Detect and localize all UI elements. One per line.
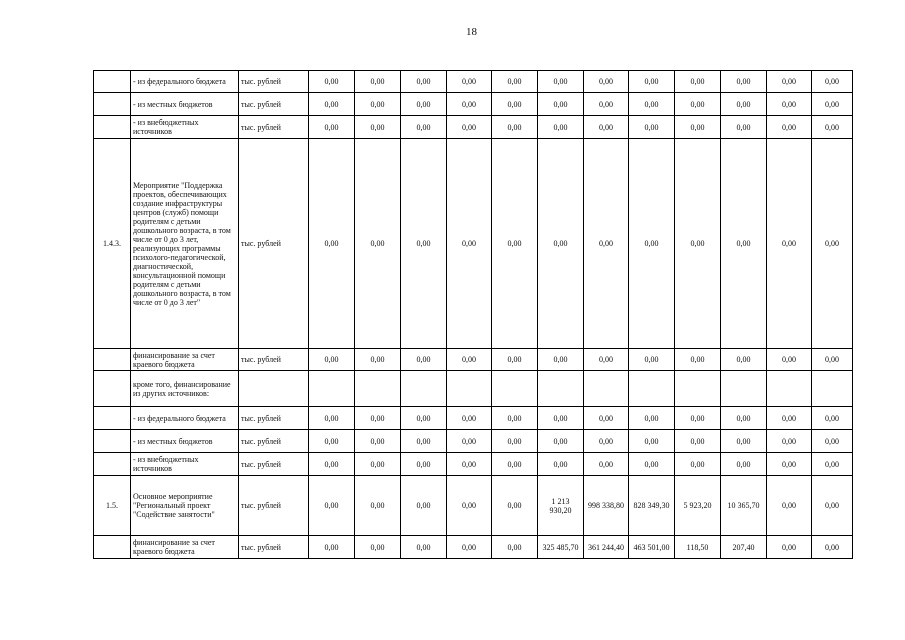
- value-cell: 0,00: [309, 71, 355, 93]
- value-cell: 0,00: [355, 139, 401, 349]
- value-cell: 0,00: [538, 93, 584, 116]
- table-row: [94, 139, 853, 349]
- value-cell: 0,00: [309, 407, 355, 430]
- value-cell: 0,00: [675, 453, 721, 476]
- value-cell: [767, 371, 812, 407]
- row-name-cell: Мероприятие "Поддержка проектов, обеспечивающих создание инфраструктуры центров (служб) помощи родителям с детьми дошкольного возраста, в том числе от 0 до 3 лет, реализующих программы психолого-педагогической, диагностической, консультационной помощи родителям с детьми дошкольного возраста, в том числе от 0 до 3 лет": [131, 139, 239, 349]
- row-name-cell: - из местных бюджетов: [131, 430, 239, 453]
- value-cell: 0,00: [309, 349, 355, 371]
- value-cell: 0,00: [675, 407, 721, 430]
- row-name-cell: - из федерального бюджета: [131, 407, 239, 430]
- row-name-cell: - из местных бюджетов: [131, 93, 239, 116]
- row-name-cell: - из внебюджетных источников: [131, 116, 239, 139]
- value-cell: [447, 371, 492, 407]
- value-cell: 0,00: [401, 139, 447, 349]
- table-row: [94, 116, 853, 139]
- row-name-cell: - из внебюджетных источников: [131, 453, 239, 476]
- value-cell: 463 501,00: [629, 536, 675, 559]
- value-cell: 0,00: [492, 536, 538, 559]
- value-cell: 998 338,80: [584, 476, 629, 536]
- value-cell: 0,00: [309, 476, 355, 536]
- value-cell: 0,00: [309, 430, 355, 453]
- row-name-cell: кроме того, финансирование из других источников:: [131, 371, 239, 407]
- value-cell: 0,00: [309, 93, 355, 116]
- value-cell: 0,00: [721, 430, 767, 453]
- value-cell: 0,00: [538, 407, 584, 430]
- value-cell: 0,00: [355, 536, 401, 559]
- value-cell: 0,00: [675, 349, 721, 371]
- row-number-cell: [94, 116, 131, 139]
- value-cell: 0,00: [309, 116, 355, 139]
- value-cell: 0,00: [492, 93, 538, 116]
- value-cell: 0,00: [355, 453, 401, 476]
- row-number-cell: 1.5.: [94, 476, 131, 536]
- value-cell: 0,00: [492, 349, 538, 371]
- value-cell: 0,00: [629, 139, 675, 349]
- value-cell: 0,00: [629, 407, 675, 430]
- value-cell: 0,00: [401, 93, 447, 116]
- row-number-cell: [94, 71, 131, 93]
- value-cell: 0,00: [721, 71, 767, 93]
- value-cell: 0,00: [447, 536, 492, 559]
- value-cell: 0,00: [675, 93, 721, 116]
- value-cell: 361 244,40: [584, 536, 629, 559]
- table-row: [94, 536, 853, 559]
- row-number-cell: [94, 371, 131, 407]
- value-cell: 325 485,70: [538, 536, 584, 559]
- unit-cell: тыс. рублей: [239, 407, 309, 430]
- value-cell: 0,00: [767, 536, 812, 559]
- value-cell: 0,00: [584, 407, 629, 430]
- value-cell: 0,00: [355, 476, 401, 536]
- value-cell: 0,00: [492, 139, 538, 349]
- value-cell: 10 365,70: [721, 476, 767, 536]
- value-cell: 0,00: [629, 430, 675, 453]
- value-cell: 0,00: [355, 71, 401, 93]
- value-cell: 0,00: [538, 430, 584, 453]
- value-cell: 0,00: [767, 430, 812, 453]
- table-row: [94, 371, 853, 407]
- value-cell: 0,00: [447, 476, 492, 536]
- page-number: 18: [466, 26, 477, 38]
- value-cell: [355, 371, 401, 407]
- value-cell: [401, 371, 447, 407]
- unit-cell: тыс. рублей: [239, 139, 309, 349]
- value-cell: 0,00: [447, 93, 492, 116]
- value-cell: 0,00: [721, 93, 767, 116]
- value-cell: 0,00: [584, 71, 629, 93]
- value-cell: 0,00: [355, 430, 401, 453]
- value-cell: 0,00: [767, 349, 812, 371]
- row-number-cell: 1.4.3.: [94, 139, 131, 349]
- row-name-cell: Основное мероприятие "Региональный проект "Содействие занятости": [131, 476, 239, 536]
- value-cell: 0,00: [721, 139, 767, 349]
- value-cell: 0,00: [492, 71, 538, 93]
- unit-cell: тыс. рублей: [239, 536, 309, 559]
- value-cell: 0,00: [675, 116, 721, 139]
- value-cell: 0,00: [401, 407, 447, 430]
- value-cell: 0,00: [401, 536, 447, 559]
- value-cell: 0,00: [538, 71, 584, 93]
- value-cell: 0,00: [812, 93, 853, 116]
- value-cell: 0,00: [812, 536, 853, 559]
- value-cell: 0,00: [812, 453, 853, 476]
- value-cell: [675, 371, 721, 407]
- unit-cell: тыс. рублей: [239, 349, 309, 371]
- unit-cell: тыс. рублей: [239, 116, 309, 139]
- value-cell: [812, 371, 853, 407]
- value-cell: [584, 371, 629, 407]
- value-cell: 0,00: [629, 116, 675, 139]
- row-number-cell: [94, 93, 131, 116]
- row-number-cell: [94, 453, 131, 476]
- value-cell: 0,00: [629, 71, 675, 93]
- unit-cell: тыс. рублей: [239, 93, 309, 116]
- value-cell: 0,00: [721, 407, 767, 430]
- value-cell: [309, 371, 355, 407]
- value-cell: 0,00: [812, 476, 853, 536]
- value-cell: 0,00: [629, 93, 675, 116]
- value-cell: 5 923,20: [675, 476, 721, 536]
- table-row: [94, 430, 853, 453]
- value-cell: 0,00: [447, 453, 492, 476]
- value-cell: 0,00: [401, 349, 447, 371]
- value-cell: 0,00: [629, 349, 675, 371]
- unit-cell: тыс. рублей: [239, 476, 309, 536]
- table-row: [94, 349, 853, 371]
- value-cell: 0,00: [721, 453, 767, 476]
- value-cell: 0,00: [309, 453, 355, 476]
- row-name-cell: - из федерального бюджета: [131, 71, 239, 93]
- value-cell: [492, 371, 538, 407]
- value-cell: 0,00: [584, 349, 629, 371]
- value-cell: 0,00: [812, 407, 853, 430]
- table-row: [94, 71, 853, 93]
- value-cell: [721, 371, 767, 407]
- value-cell: 0,00: [767, 93, 812, 116]
- value-cell: 0,00: [675, 430, 721, 453]
- value-cell: 0,00: [584, 116, 629, 139]
- value-cell: 0,00: [355, 93, 401, 116]
- value-cell: 0,00: [492, 476, 538, 536]
- table-row: [94, 93, 853, 116]
- value-cell: 0,00: [538, 116, 584, 139]
- value-cell: 0,00: [401, 71, 447, 93]
- value-cell: 1 213 930,20: [538, 476, 584, 536]
- value-cell: 0,00: [767, 453, 812, 476]
- value-cell: 0,00: [584, 430, 629, 453]
- value-cell: [629, 371, 675, 407]
- value-cell: 0,00: [538, 139, 584, 349]
- value-cell: 0,00: [812, 430, 853, 453]
- value-cell: 0,00: [492, 116, 538, 139]
- value-cell: 0,00: [812, 71, 853, 93]
- value-cell: 0,00: [355, 349, 401, 371]
- value-cell: 0,00: [584, 139, 629, 349]
- budget-table: [93, 70, 853, 559]
- value-cell: 0,00: [492, 453, 538, 476]
- row-name-cell: финансирование за счет краевого бюджета: [131, 349, 239, 371]
- value-cell: 0,00: [812, 349, 853, 371]
- value-cell: 0,00: [675, 71, 721, 93]
- row-number-cell: [94, 536, 131, 559]
- value-cell: 0,00: [401, 116, 447, 139]
- value-cell: 828 349,30: [629, 476, 675, 536]
- value-cell: 0,00: [401, 430, 447, 453]
- value-cell: 0,00: [721, 116, 767, 139]
- value-cell: 0,00: [355, 116, 401, 139]
- value-cell: 0,00: [767, 71, 812, 93]
- value-cell: 0,00: [767, 476, 812, 536]
- value-cell: 0,00: [721, 349, 767, 371]
- row-number-cell: [94, 407, 131, 430]
- value-cell: 0,00: [767, 139, 812, 349]
- table-row: [94, 476, 853, 536]
- value-cell: 207,40: [721, 536, 767, 559]
- unit-cell: тыс. рублей: [239, 71, 309, 93]
- row-number-cell: [94, 349, 131, 371]
- table-row: [94, 407, 853, 430]
- value-cell: 0,00: [812, 116, 853, 139]
- table-row: [94, 453, 853, 476]
- value-cell: 0,00: [584, 453, 629, 476]
- value-cell: 0,00: [538, 349, 584, 371]
- value-cell: 0,00: [447, 349, 492, 371]
- value-cell: 0,00: [447, 71, 492, 93]
- value-cell: 0,00: [767, 407, 812, 430]
- value-cell: 0,00: [447, 430, 492, 453]
- value-cell: 0,00: [584, 93, 629, 116]
- unit-cell: тыс. рублей: [239, 430, 309, 453]
- value-cell: 0,00: [309, 139, 355, 349]
- value-cell: 0,00: [355, 407, 401, 430]
- row-name-cell: финансирование за счет краевого бюджета: [131, 536, 239, 559]
- value-cell: 0,00: [309, 536, 355, 559]
- value-cell: 0,00: [447, 116, 492, 139]
- value-cell: 0,00: [767, 116, 812, 139]
- value-cell: 0,00: [629, 453, 675, 476]
- value-cell: 0,00: [447, 139, 492, 349]
- value-cell: 0,00: [812, 139, 853, 349]
- unit-cell: [239, 371, 309, 407]
- value-cell: 0,00: [401, 476, 447, 536]
- value-cell: 0,00: [401, 453, 447, 476]
- value-cell: 118,50: [675, 536, 721, 559]
- value-cell: 0,00: [492, 407, 538, 430]
- value-cell: 0,00: [538, 453, 584, 476]
- value-cell: 0,00: [447, 407, 492, 430]
- value-cell: 0,00: [675, 139, 721, 349]
- unit-cell: тыс. рублей: [239, 453, 309, 476]
- value-cell: [538, 371, 584, 407]
- value-cell: 0,00: [492, 430, 538, 453]
- row-number-cell: [94, 430, 131, 453]
